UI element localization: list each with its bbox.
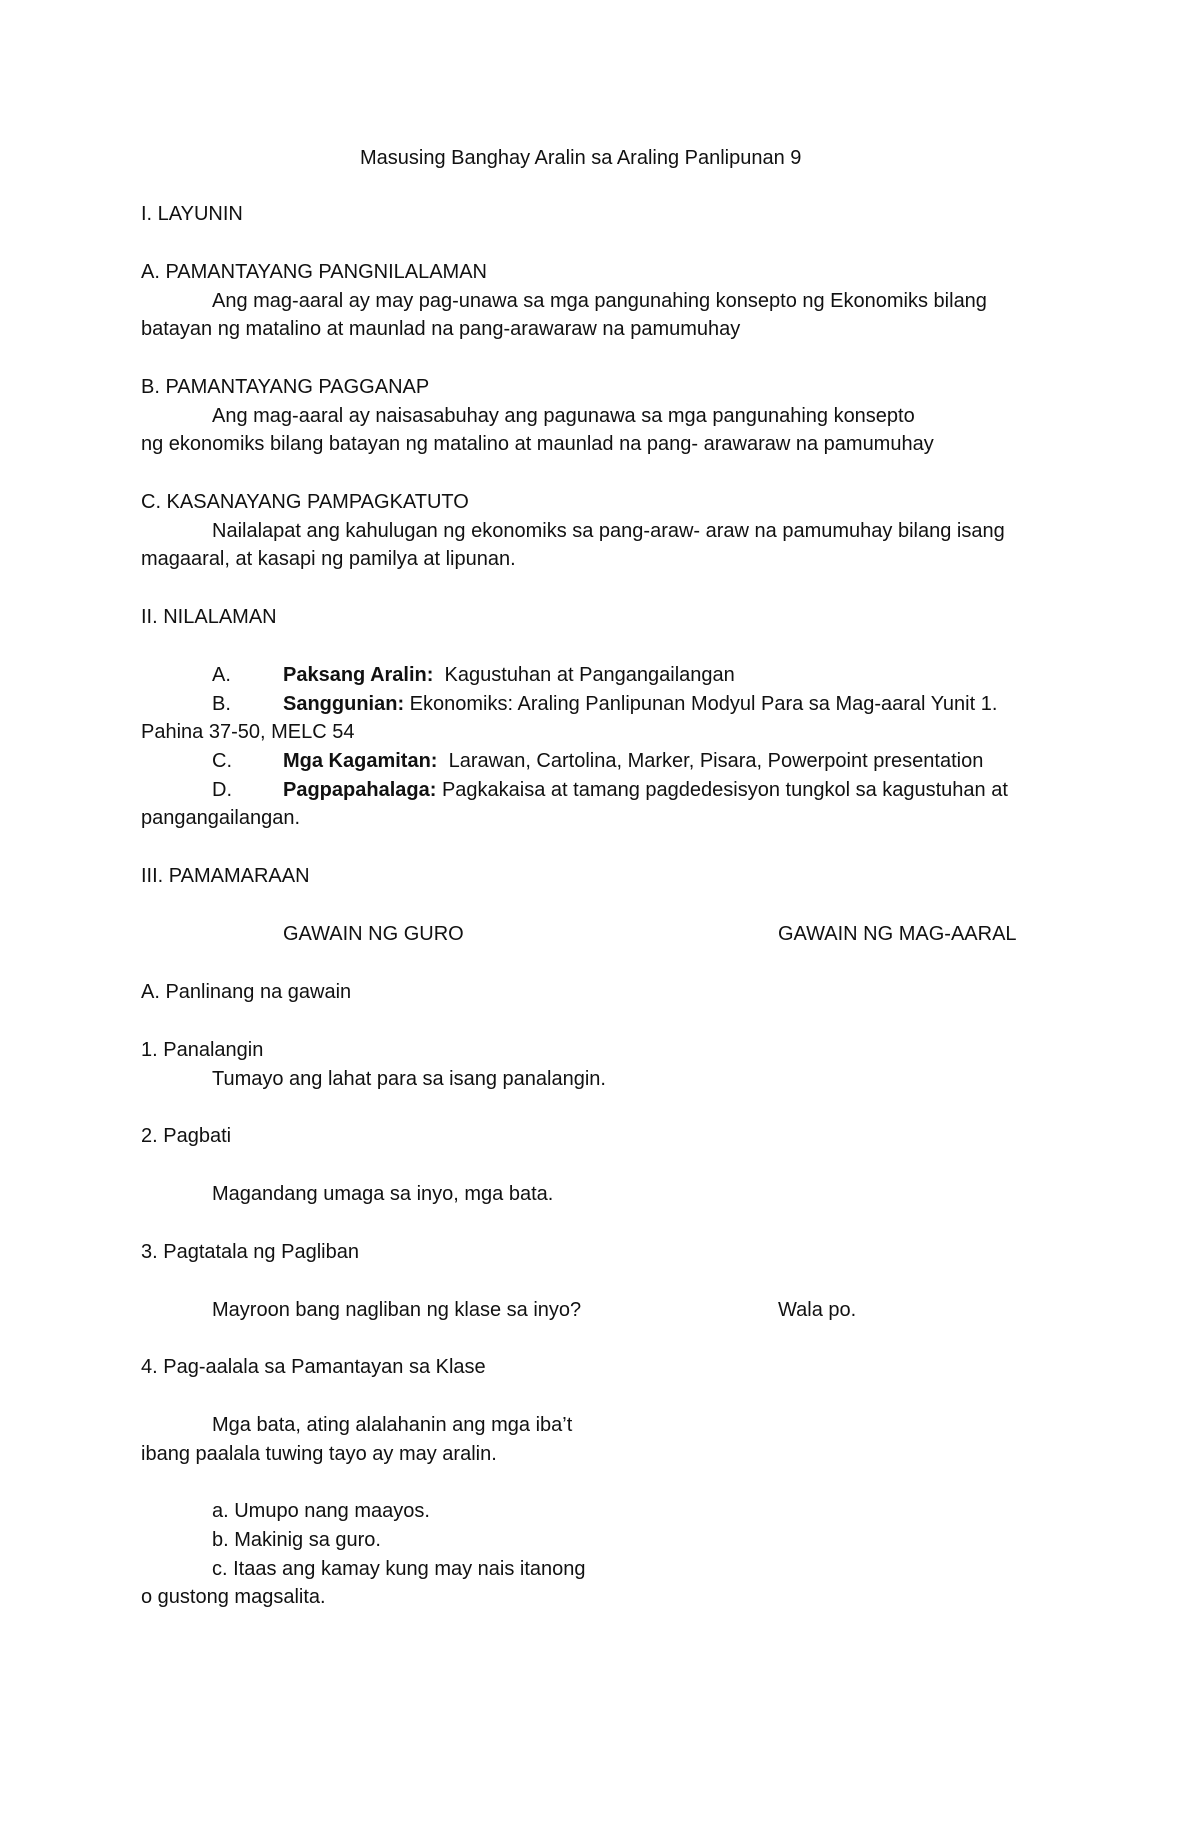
step-2-heading: 2. Pagbati [141,1125,232,1147]
nilalaman-item-a-letter: A. [212,664,231,686]
document-title: Masusing Banghay Aralin sa Araling Panlipunan 9 [360,147,802,169]
subsection-c-line-1: Nailalapat ang kahulugan ng ekonomiks sa pang-araw- araw na pamumuhay bilang isang [212,520,1005,542]
nilalaman-item-b-text: Ekonomiks: Araling Panlipunan Modyul Para sa Mag-aaral Yunit 1. [409,693,998,715]
rule-item: b. Makinig sa guro. [212,1529,381,1551]
nilalaman-item-c-label: Mga Kagamitan: [283,750,438,772]
nilalaman-item-b-continuation: Pahina 37-50, MELC 54 [141,721,355,743]
step-1-guro-text: Tumayo ang lahat para sa isang panalangin. [212,1068,606,1090]
nilalaman-item-d-text: Pagkakaisa at tamang pagdedesisyon tungkol sa kagustuhan at [441,779,1008,801]
nilalaman-item-b-label: Sanggunian: [283,693,405,715]
step-4-guro-line-1: Mga bata, ating alalahanin ang mga iba’t [212,1414,573,1436]
nilalaman-item-a [283,661,735,689]
nilalaman-item-c [283,747,983,775]
subsection-a-heading: A. PAMANTAYANG PANGNILALAMAN [141,261,487,283]
panlinang-heading: A. Panlinang na gawain [141,981,352,1003]
step-3-guro-text: Mayroon bang nagliban ng klase sa inyo? [212,1299,582,1321]
subsection-b-heading: B. PAMANTAYANG PAGGANAP [141,376,430,398]
nilalaman-item-c-letter: C. [212,750,232,772]
nilalaman-item-d [283,776,1008,804]
rule-item-continuation: o gustong magsalita. [141,1586,326,1608]
nilalaman-item-d-label: Pagpapahalaga: [283,779,437,801]
subsection-c-line-2: magaaral, at kasapi ng pamilya at lipunan. [141,548,516,570]
nilalaman-item-a-text: Kagustuhan at Pangangailangan [444,664,735,686]
section-layunin-heading: I. LAYUNIN [141,203,243,225]
column-header-mag-aaral: GAWAIN NG MAG-AARAL [778,923,1017,945]
nilalaman-item-b [283,690,997,718]
step-4-guro-line-2: ibang paalala tuwing tayo ay may aralin. [141,1443,497,1465]
subsection-b-line-1: Ang mag-aaral ay naisasabuhay ang pagunawa sa mga pangunahing konsepto [212,405,915,427]
step-3-mag-aaral-text: Wala po. [778,1299,857,1321]
step-4-heading: 4. Pag-aalala sa Pamantayan sa Klase [141,1356,486,1378]
column-header-guro: GAWAIN NG GURO [283,923,464,945]
subsection-b-line-2: ng ekonomiks bilang batayan ng matalino at maunlad na pang- arawaraw na pamumuhay [141,433,934,455]
section-pamamaraan-heading: III. PAMAMARAAN [141,865,310,887]
step-3-heading: 3. Pagtatala ng Pagliban [141,1241,359,1263]
subsection-c-heading: C. KASANAYANG PAMPAGKATUTO [141,491,469,513]
nilalaman-item-b-letter: B. [212,693,231,715]
subsection-a-line-1: Ang mag-aaral ay may pag-unawa sa mga pangunahing konsepto ng Ekonomiks bilang [212,290,987,312]
subsection-a-line-2: batayan ng matalino at maunlad na pang-arawaraw na pamumuhay [141,318,741,340]
nilalaman-item-a-label: Paksang Aralin: [283,664,434,686]
step-1-heading: 1. Panalangin [141,1039,264,1061]
nilalaman-item-d-letter: D. [212,779,232,801]
nilalaman-item-c-text: Larawan, Cartolina, Marker, Pisara, Powerpoint presentation [448,750,984,772]
rule-item: c. Itaas ang kamay kung may nais itanong [212,1558,586,1580]
rule-item: a. Umupo nang maayos. [212,1500,430,1522]
section-nilalaman-heading: II. NILALAMAN [141,606,277,628]
step-2-guro-text: Magandang umaga sa inyo, mga bata. [212,1183,554,1205]
nilalaman-item-d-continuation: pangangailangan. [141,807,301,829]
